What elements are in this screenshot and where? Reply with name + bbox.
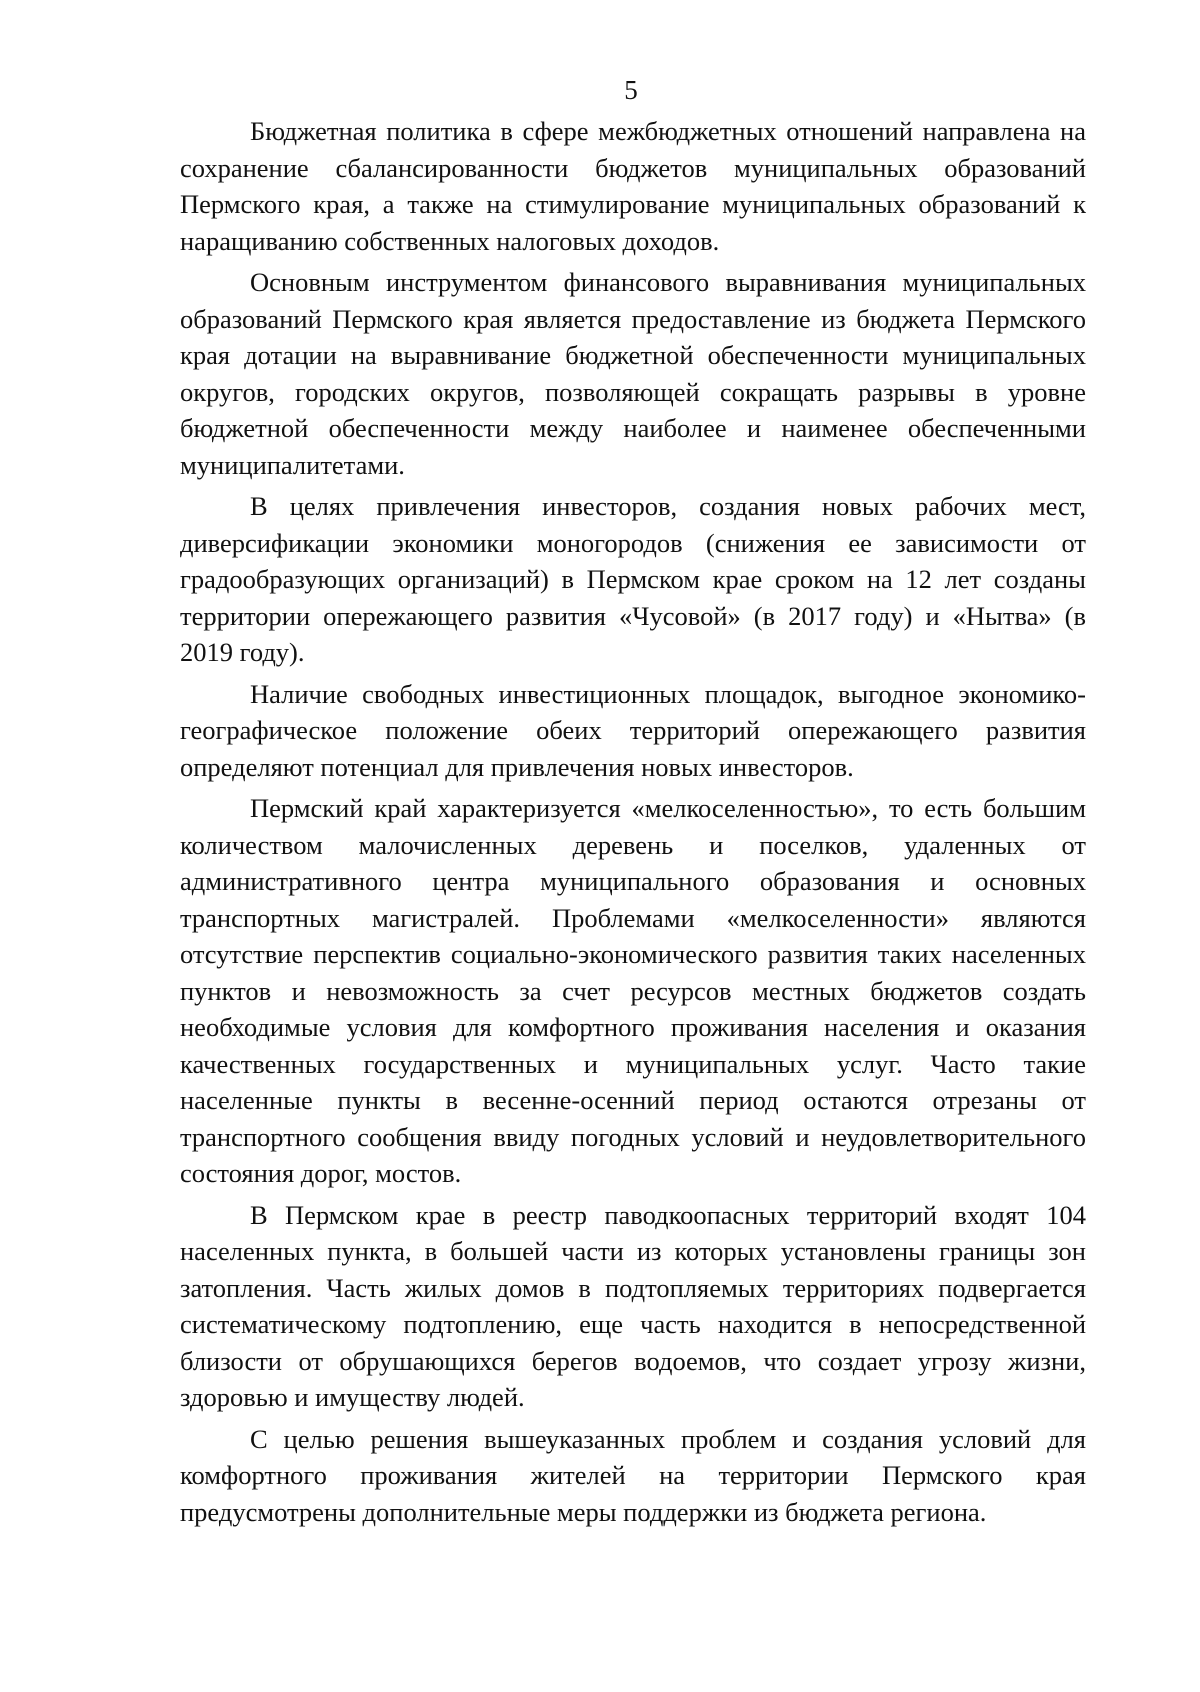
paragraph-financial-equalization: Основным инструментом финансового выравнивания муниципальных образований Пермского края является предоставление из бюджета Пермского края дотации на выравнивание бюджетной обеспеченности муниципальных округов, городских округов, позволяющей сокращать разрывы в уровне бюджетной обеспеченности между наиболее и наименее обеспеченными муниципалитетами. <box>180 267 1086 480</box>
paragraph-advanced-development-territories: В целях привлечения инвесторов, создания новых рабочих мест, диверсификации экономики моногородов (снижения ее зависимости от градообразующих организаций) в Пермском крае сроком на 12 лет созданы территории опережающего развития «Чусовой» (в 2017 году) и «Нытва» (в 2019 году). <box>180 491 1086 667</box>
page-number: 5 <box>624 75 638 105</box>
paragraph-investment-sites: Наличие свободных инвестиционных площадок, выгодное экономико-географическое положение обеих территорий опережающего развития определяют потенциал для привлечения новых инвесторов. <box>180 678 1086 782</box>
paragraph-support-measures: С целью решения вышеуказанных проблем и создания условий для комфортного проживания жителей на территории Пермского края предусмотрены дополнительные меры поддержки из бюджета региона. <box>180 1423 1086 1527</box>
document-body <box>180 113 1086 1535</box>
paragraph-interbudget-policy: Бюджетная политика в сфере межбюджетных отношений направлена на сохранение сбалансированности бюджетов муниципальных образований Пермского края, а также на стимулирование муниципальных образований к наращиванию собственных налоговых доходов. <box>180 116 1086 256</box>
paragraph-flood-territories: В Пермском крае в реестр паводкоопасных территорий входят 104 населенных пункта, в большей части из которых установлены границы зон затопления. Часть жилых домов в подтопляемых территориях подвергается систематическому подтоплению, еще часть находится в непосредственной близости от обрушающихся берегов водоемов, что создает угрозу жизни, здоровью и имуществу людей. <box>180 1199 1086 1412</box>
paragraph-small-settlements: Пермский край характеризуется «мелкоселенностью», то есть большим количеством малочисленных деревень и поселков, удаленных от административного центра муниципального образования и основных транспортных магистралей. Проблемами «мелкоселенности» являются отсутствие перспектив социально-экономического развития таких населенных пунктов и невозможность за счет ресурсов местных бюджетов создать необходимые условия для комфортного проживания населения и оказания качественных государственных и муниципальных услуг. Часто такие населенные пункты в весенне-осенний период остаются отрезаны от транспортного сообщения ввиду погодных условий и неудовлетворительного состояния дорог, мостов. <box>180 793 1086 1188</box>
